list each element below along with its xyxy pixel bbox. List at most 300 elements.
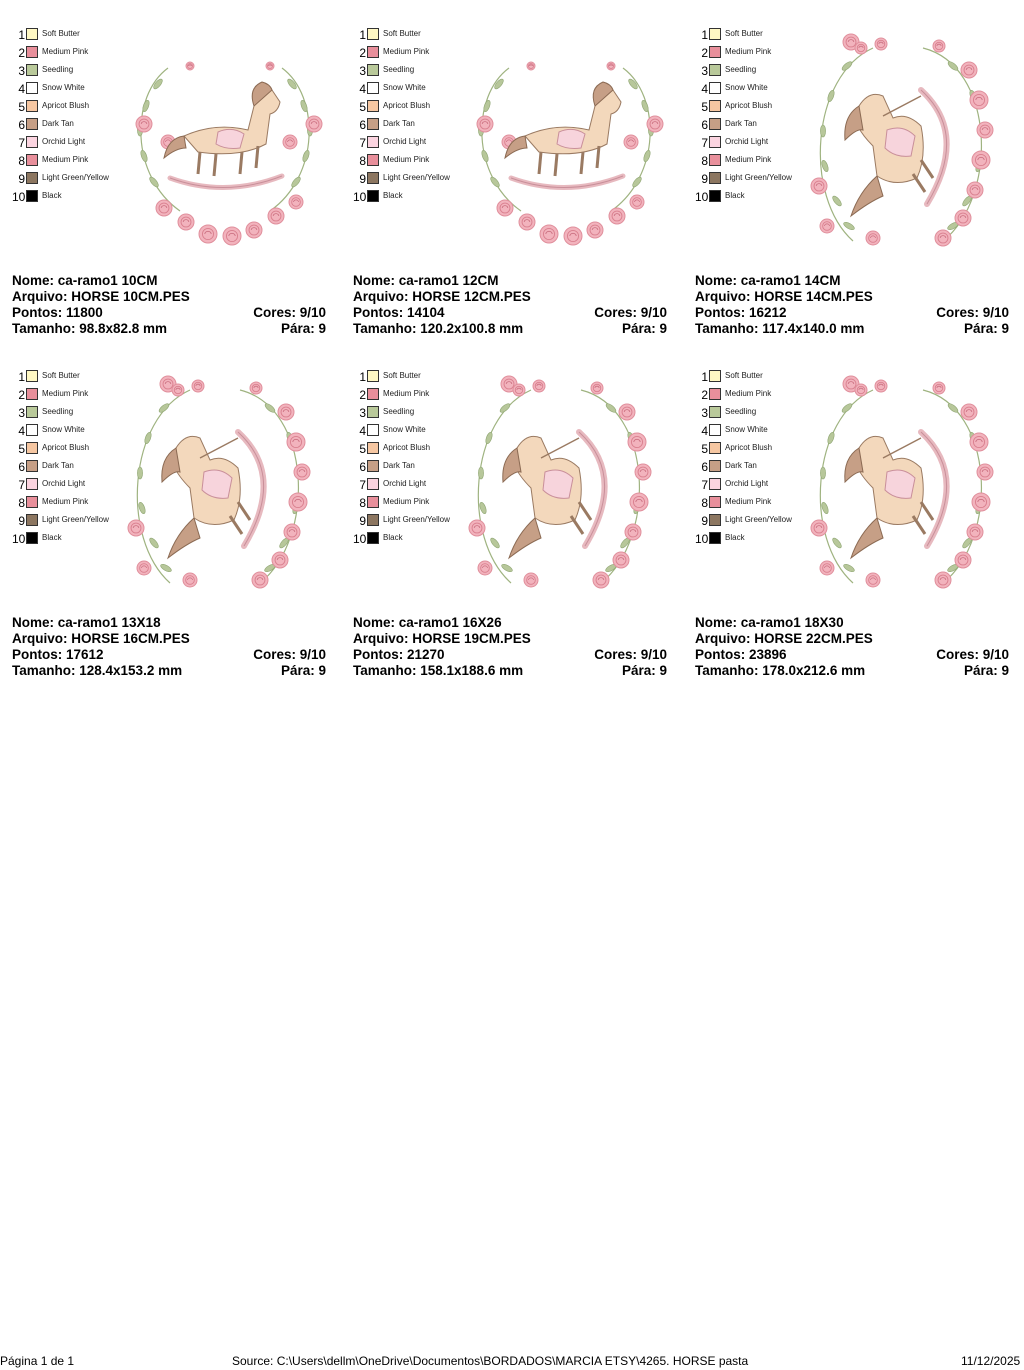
color-name: Snow White	[383, 83, 426, 92]
legend-number: 2	[359, 46, 366, 60]
leaf-motif	[827, 89, 836, 102]
color-name: Snow White	[42, 425, 85, 434]
legend-number: 10	[12, 532, 26, 546]
legend-row	[12, 476, 112, 494]
color-swatch	[367, 28, 379, 40]
rose-motif	[513, 384, 525, 396]
legend-number: 7	[701, 136, 708, 150]
leaf-motif	[489, 176, 501, 189]
stitch-count: Pontos: 21270	[353, 647, 445, 662]
rocking-horse-motif	[503, 432, 605, 558]
legend-row	[353, 494, 453, 512]
rose-motif	[811, 178, 827, 194]
color-name: Orchid Light	[383, 479, 427, 488]
color-name: Apricot Blush	[42, 443, 90, 452]
rose-motif	[625, 524, 641, 540]
rose-motif	[811, 520, 827, 536]
legend-row	[353, 188, 453, 206]
color-swatch	[26, 28, 38, 40]
legend-row	[695, 386, 795, 404]
rose-motif	[972, 493, 990, 511]
color-swatch	[709, 532, 721, 544]
color-swatch	[367, 370, 379, 382]
legend-row	[12, 44, 112, 62]
color-name: Light Green/Yellow	[42, 173, 109, 182]
rose-motif	[820, 561, 834, 575]
legend-number: 4	[701, 82, 708, 96]
legend-number: 4	[18, 82, 25, 96]
rose-motif	[524, 573, 538, 587]
embroidery-preview	[120, 368, 330, 598]
legend-number: 1	[359, 28, 366, 42]
stop-count: Pára: 9	[621, 663, 667, 678]
rose-motif	[607, 62, 615, 70]
color-swatch	[26, 388, 38, 400]
design-size: Tamanho: 128.4x153.2 mm	[12, 663, 183, 678]
rose-motif	[564, 227, 582, 245]
color-swatch	[367, 118, 379, 130]
color-name: Seedling	[42, 65, 74, 74]
rose-motif	[252, 572, 268, 588]
design-card	[695, 26, 1013, 336]
leaf-motif	[481, 149, 490, 162]
color-swatch	[709, 442, 721, 454]
color-swatch	[367, 514, 379, 526]
leaf-motif	[137, 467, 142, 479]
color-name: Snow White	[42, 83, 85, 92]
color-name: Medium Pink	[725, 497, 772, 506]
legend-row	[353, 386, 453, 404]
legend-row	[12, 440, 112, 458]
legend-row	[12, 152, 112, 170]
design-card	[12, 26, 330, 336]
legend-row	[695, 512, 795, 530]
embroidery-preview	[803, 368, 1013, 598]
color-swatch	[709, 172, 721, 184]
legend-row	[353, 422, 453, 440]
rose-motif	[527, 62, 535, 70]
color-name: Medium Pink	[383, 155, 430, 164]
color-name: Seedling	[42, 407, 74, 416]
legend-row	[695, 422, 795, 440]
leaf-motif	[148, 537, 160, 550]
legend-row	[695, 404, 795, 422]
color-swatch	[367, 190, 379, 202]
rose-motif	[961, 62, 977, 78]
leaf-motif	[605, 402, 618, 414]
color-name: Orchid Light	[725, 479, 769, 488]
color-swatch	[709, 496, 721, 508]
legend-number: 6	[359, 118, 366, 132]
leaf-motif	[300, 99, 309, 112]
leaf-motif	[499, 402, 512, 414]
rose-motif	[593, 572, 609, 588]
info-line	[695, 631, 1009, 647]
legend-row	[12, 80, 112, 98]
rose-motif	[497, 200, 513, 216]
rocking-horse-motif	[164, 82, 282, 188]
leaf-motif	[290, 176, 302, 189]
design-info	[12, 273, 326, 337]
rose-motif	[591, 382, 603, 394]
leaf-motif	[641, 99, 650, 112]
color-name: Seedling	[725, 407, 757, 416]
color-name: Soft Butter	[725, 29, 763, 38]
design-name: Nome: ca-ramo1 16X26	[353, 615, 502, 630]
legend-number: 8	[18, 154, 25, 168]
leaf-motif	[843, 221, 856, 232]
legend-number: 8	[359, 496, 366, 510]
rose-motif	[172, 384, 184, 396]
color-swatch	[367, 424, 379, 436]
color-swatch	[367, 154, 379, 166]
leaf-motif	[831, 195, 843, 208]
rose-motif	[635, 464, 651, 480]
color-name: Seedling	[383, 65, 415, 74]
color-swatch	[26, 136, 38, 148]
rose-motif	[136, 116, 152, 132]
legend-row	[12, 62, 112, 80]
legend-row	[353, 368, 453, 386]
legend-number: 5	[18, 442, 25, 456]
legend-row	[695, 188, 795, 206]
info-line	[353, 289, 667, 305]
color-count: Cores: 9/10	[594, 647, 667, 662]
legend-row	[353, 62, 453, 80]
color-name: Seedling	[725, 65, 757, 74]
legend-row	[12, 368, 112, 386]
legend-row	[695, 440, 795, 458]
legend-number: 1	[18, 370, 25, 384]
info-line	[12, 305, 326, 321]
color-name: Orchid Light	[383, 137, 427, 146]
embroidery-preview	[803, 26, 1013, 256]
embroidery-preview	[461, 26, 671, 256]
rose-motif	[875, 380, 887, 392]
leaf-motif	[843, 563, 856, 574]
color-swatch	[367, 460, 379, 472]
legend-row	[695, 116, 795, 134]
leaf-motif	[841, 402, 854, 414]
color-name: Apricot Blush	[383, 101, 431, 110]
design-file: Arquivo: HORSE 14CM.PES	[695, 289, 873, 304]
color-name: Black	[42, 533, 62, 542]
legend-row	[695, 530, 795, 548]
rose-motif	[272, 552, 288, 568]
color-swatch	[26, 406, 38, 418]
legend-row	[695, 98, 795, 116]
color-name: Black	[725, 533, 745, 542]
color-swatch	[367, 496, 379, 508]
design-name: Nome: ca-ramo1 12CM	[353, 273, 499, 288]
design-size: Tamanho: 117.4x140.0 mm	[695, 321, 865, 336]
rose-motif	[137, 561, 151, 575]
color-swatch	[367, 388, 379, 400]
legend-number: 2	[701, 388, 708, 402]
legend-row	[12, 188, 112, 206]
legend-number: 4	[18, 424, 25, 438]
rose-motif	[477, 116, 493, 132]
rose-motif	[855, 42, 867, 54]
color-name: Light Green/Yellow	[725, 173, 792, 182]
legend-row	[353, 116, 453, 134]
legend-number: 1	[701, 370, 708, 384]
color-swatch	[709, 424, 721, 436]
color-swatch	[26, 496, 38, 508]
legend-number: 5	[18, 100, 25, 114]
color-name: Dark Tan	[725, 119, 757, 128]
design-info	[353, 615, 667, 679]
leaf-motif	[827, 431, 836, 444]
color-swatch	[709, 82, 721, 94]
color-name: Medium Pink	[42, 389, 89, 398]
source-path: Source: C:\Users\dellm\OneDrive\Documentos\BORDADOS\MARCIA ETSY\4265. HORSE pasta	[232, 1354, 749, 1368]
legend-row	[353, 458, 453, 476]
color-name: Medium Pink	[42, 497, 89, 506]
info-line	[12, 273, 326, 289]
leaf-motif	[478, 467, 483, 479]
rose-motif	[246, 222, 262, 238]
color-name: Orchid Light	[42, 137, 86, 146]
leaf-motif	[140, 149, 149, 162]
rocking-horse-motif	[845, 432, 947, 558]
leaf-motif	[643, 149, 652, 162]
color-swatch	[709, 64, 721, 76]
color-name: Dark Tan	[725, 461, 757, 470]
rose-motif	[970, 433, 988, 451]
color-swatch	[26, 64, 38, 76]
leaf-motif	[142, 99, 151, 112]
legend-row	[12, 386, 112, 404]
rose-motif	[961, 404, 977, 420]
rose-motif	[630, 195, 644, 209]
rose-motif	[955, 210, 971, 226]
color-name: Snow White	[383, 425, 426, 434]
design-name: Nome: ca-ramo1 18X30	[695, 615, 844, 630]
stitch-count: Pontos: 14104	[353, 305, 445, 320]
legend-number: 10	[353, 532, 367, 546]
color-name: Medium Pink	[725, 155, 772, 164]
leaf-motif	[302, 149, 311, 162]
color-swatch	[367, 532, 379, 544]
rose-motif	[967, 524, 983, 540]
color-name: Dark Tan	[42, 119, 74, 128]
color-count: Cores: 9/10	[936, 305, 1009, 320]
info-line	[12, 631, 326, 647]
rose-motif	[306, 116, 322, 132]
legend-number: 3	[701, 406, 708, 420]
legend-row	[12, 134, 112, 152]
legend-row	[12, 404, 112, 422]
legend-number: 4	[701, 424, 708, 438]
rose-motif	[866, 231, 880, 245]
leaf-motif	[820, 467, 825, 479]
legend-row	[695, 80, 795, 98]
design-file: Arquivo: HORSE 19CM.PES	[353, 631, 531, 646]
legend-row	[353, 476, 453, 494]
info-line	[12, 663, 326, 679]
color-name: Light Green/Yellow	[725, 515, 792, 524]
legend-row	[695, 476, 795, 494]
info-line	[695, 305, 1009, 321]
legend-number: 7	[18, 136, 25, 150]
legend-number: 5	[359, 442, 366, 456]
rose-motif	[533, 380, 545, 392]
leaf-motif	[485, 431, 494, 444]
color-swatch	[709, 154, 721, 166]
rose-motif	[284, 524, 300, 540]
color-count: Cores: 9/10	[936, 647, 1009, 662]
info-line	[695, 273, 1009, 289]
color-swatch	[709, 370, 721, 382]
page-number: Página 1 de 1	[0, 1354, 75, 1368]
leaf-motif	[483, 99, 492, 112]
legend-number: 6	[701, 118, 708, 132]
color-swatch	[26, 442, 38, 454]
print-date: 11/12/2025	[961, 1354, 1021, 1368]
rose-motif	[519, 214, 535, 230]
rose-motif	[289, 493, 307, 511]
color-swatch	[367, 100, 379, 112]
legend-number: 2	[701, 46, 708, 60]
leaf-motif	[489, 537, 501, 550]
legend-row	[353, 26, 453, 44]
color-swatch	[367, 478, 379, 490]
legend-row	[695, 152, 795, 170]
info-line	[695, 615, 1009, 631]
legend-number: 5	[359, 100, 366, 114]
design-file: Arquivo: HORSE 22CM.PES	[695, 631, 873, 646]
legend-row	[695, 458, 795, 476]
rose-motif	[287, 433, 305, 451]
design-info	[12, 615, 326, 679]
color-swatch	[26, 190, 38, 202]
color-name: Apricot Blush	[725, 443, 773, 452]
legend-row	[695, 494, 795, 512]
legend-row	[353, 44, 453, 62]
info-line	[695, 289, 1009, 305]
legend-row	[12, 98, 112, 116]
embroidery-preview	[120, 26, 330, 256]
design-info	[353, 273, 667, 337]
info-line	[353, 273, 667, 289]
legend-number: 8	[18, 496, 25, 510]
rose-motif	[955, 552, 971, 568]
leaf-motif	[831, 537, 843, 550]
rose-motif	[587, 222, 603, 238]
leaf-motif	[820, 125, 825, 137]
rose-motif	[935, 572, 951, 588]
legend-number: 7	[359, 136, 366, 150]
color-swatch	[367, 172, 379, 184]
color-count: Cores: 9/10	[253, 305, 326, 320]
color-swatch	[709, 118, 721, 130]
color-name: Medium Pink	[42, 155, 89, 164]
rose-motif	[223, 227, 241, 245]
legend-number: 9	[18, 172, 25, 186]
legend-row	[12, 530, 112, 548]
leaf-motif	[631, 176, 643, 189]
legend-number: 6	[18, 118, 25, 132]
color-name: Black	[725, 191, 745, 200]
legend-row	[12, 458, 112, 476]
info-line	[353, 647, 667, 663]
color-swatch	[26, 460, 38, 472]
legend-row	[695, 170, 795, 188]
legend-number: 10	[353, 190, 367, 204]
legend-number: 4	[359, 82, 366, 96]
legend-row	[353, 530, 453, 548]
legend-number: 6	[701, 460, 708, 474]
legend-number: 1	[359, 370, 366, 384]
rose-motif	[933, 382, 945, 394]
color-name: Soft Butter	[725, 371, 763, 380]
color-swatch	[26, 370, 38, 382]
color-swatch	[26, 46, 38, 58]
embroidery-preview	[461, 368, 671, 598]
color-count: Cores: 9/10	[253, 647, 326, 662]
color-name: Dark Tan	[383, 119, 415, 128]
legend-number: 8	[701, 154, 708, 168]
info-line	[353, 631, 667, 647]
legend-row	[695, 62, 795, 80]
rose-motif	[278, 404, 294, 420]
color-name: Medium Pink	[725, 389, 772, 398]
color-swatch	[26, 154, 38, 166]
rose-motif	[192, 380, 204, 392]
info-line	[695, 321, 1009, 337]
legend-number: 2	[18, 388, 25, 402]
rocking-horse-motif	[162, 432, 264, 558]
color-name: Snow White	[725, 425, 768, 434]
rocking-horse-motif	[845, 90, 947, 216]
legend-row	[12, 494, 112, 512]
stop-count: Pára: 9	[280, 663, 326, 678]
color-swatch	[709, 46, 721, 58]
design-size: Tamanho: 178.0x212.6 mm	[695, 663, 866, 678]
color-swatch	[709, 460, 721, 472]
legend-row	[695, 44, 795, 62]
stitch-count: Pontos: 23896	[695, 647, 787, 662]
design-name: Nome: ca-ramo1 10CM	[12, 273, 158, 288]
color-name: Orchid Light	[42, 479, 86, 488]
legend-row	[353, 134, 453, 152]
legend-row	[12, 116, 112, 134]
rose-motif	[630, 493, 648, 511]
color-swatch	[367, 64, 379, 76]
leaf-motif	[947, 60, 960, 72]
legend-number: 9	[18, 514, 25, 528]
rose-motif	[250, 382, 262, 394]
legend-row	[353, 440, 453, 458]
legend-row	[353, 80, 453, 98]
legend-number: 2	[18, 46, 25, 60]
legend-number: 3	[359, 406, 366, 420]
color-swatch	[709, 28, 721, 40]
rose-motif	[186, 62, 194, 70]
color-name: Soft Butter	[383, 29, 421, 38]
rose-motif	[933, 40, 945, 52]
color-swatch	[26, 478, 38, 490]
design-name: Nome: ca-ramo1 14CM	[695, 273, 841, 288]
color-name: Apricot Blush	[725, 101, 773, 110]
legend-number: 5	[701, 442, 708, 456]
rose-motif	[283, 135, 297, 149]
info-line	[12, 615, 326, 631]
color-swatch	[26, 514, 38, 526]
info-line	[353, 615, 667, 631]
legend-row	[12, 26, 112, 44]
